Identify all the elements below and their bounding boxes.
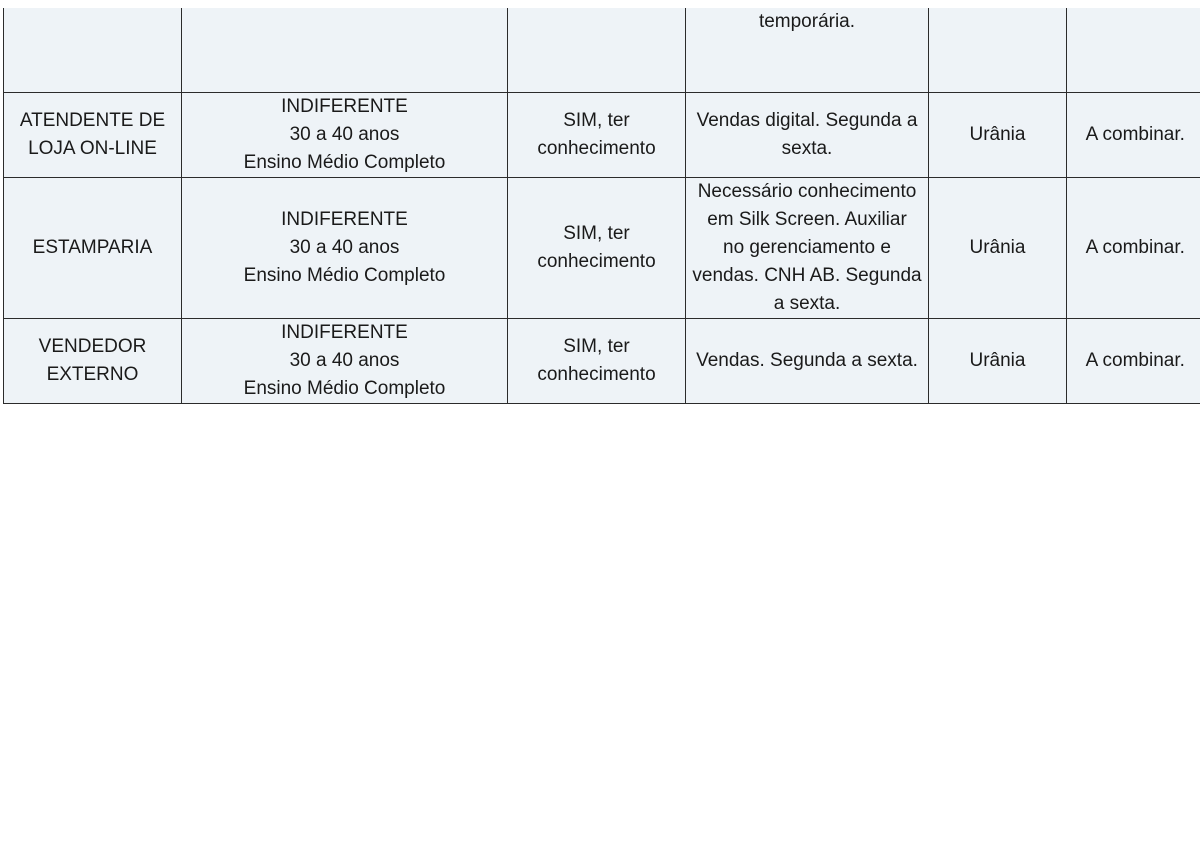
experience-cell: SIM, ter conhecimento <box>508 319 686 404</box>
salary-cell: A combinar. <box>1067 319 1200 404</box>
role-cell: VENDEDOR EXTERNO <box>4 319 182 404</box>
role-cell: ATENDENTE DE LOJA ON-LINE <box>4 93 182 178</box>
experience-cell: SIM, ter conhecimento <box>508 93 686 178</box>
job-listings-table <box>3 8 1200 404</box>
requirements-cell: INDIFERENTE 30 a 40 anos Ensino Médio Completo <box>182 319 508 404</box>
city-cell <box>929 8 1067 93</box>
role-cell: ESTAMPARIA <box>4 178 182 319</box>
city-cell: Urânia <box>929 319 1067 404</box>
salary-cell <box>1067 8 1200 93</box>
table-row <box>4 178 1200 319</box>
role-cell <box>4 8 182 93</box>
table-row <box>4 8 1200 93</box>
table-row <box>4 93 1200 178</box>
description-cell: Vendas digital. Segunda a sexta. <box>686 93 929 178</box>
experience-cell <box>508 8 686 93</box>
description-cell: Vendas. Segunda a sexta. <box>686 319 929 404</box>
city-cell: Urânia <box>929 93 1067 178</box>
description-cell: Necessário conhecimento em Silk Screen. Auxiliar no gerenciamento e vendas. CNH AB. Segunda a sexta. <box>686 178 929 319</box>
requirements-cell <box>182 8 508 93</box>
requirements-cell: INDIFERENTE 30 a 40 anos Ensino Médio Completo <box>182 178 508 319</box>
description-cell: temporária. <box>686 8 929 93</box>
salary-cell: A combinar. <box>1067 178 1200 319</box>
requirements-cell: INDIFERENTE 30 a 40 anos Ensino Médio Completo <box>182 93 508 178</box>
salary-cell: A combinar. <box>1067 93 1200 178</box>
city-cell: Urânia <box>929 178 1067 319</box>
job-listings-table-container <box>3 8 1200 404</box>
table-row <box>4 319 1200 404</box>
experience-cell: SIM, ter conhecimento <box>508 178 686 319</box>
